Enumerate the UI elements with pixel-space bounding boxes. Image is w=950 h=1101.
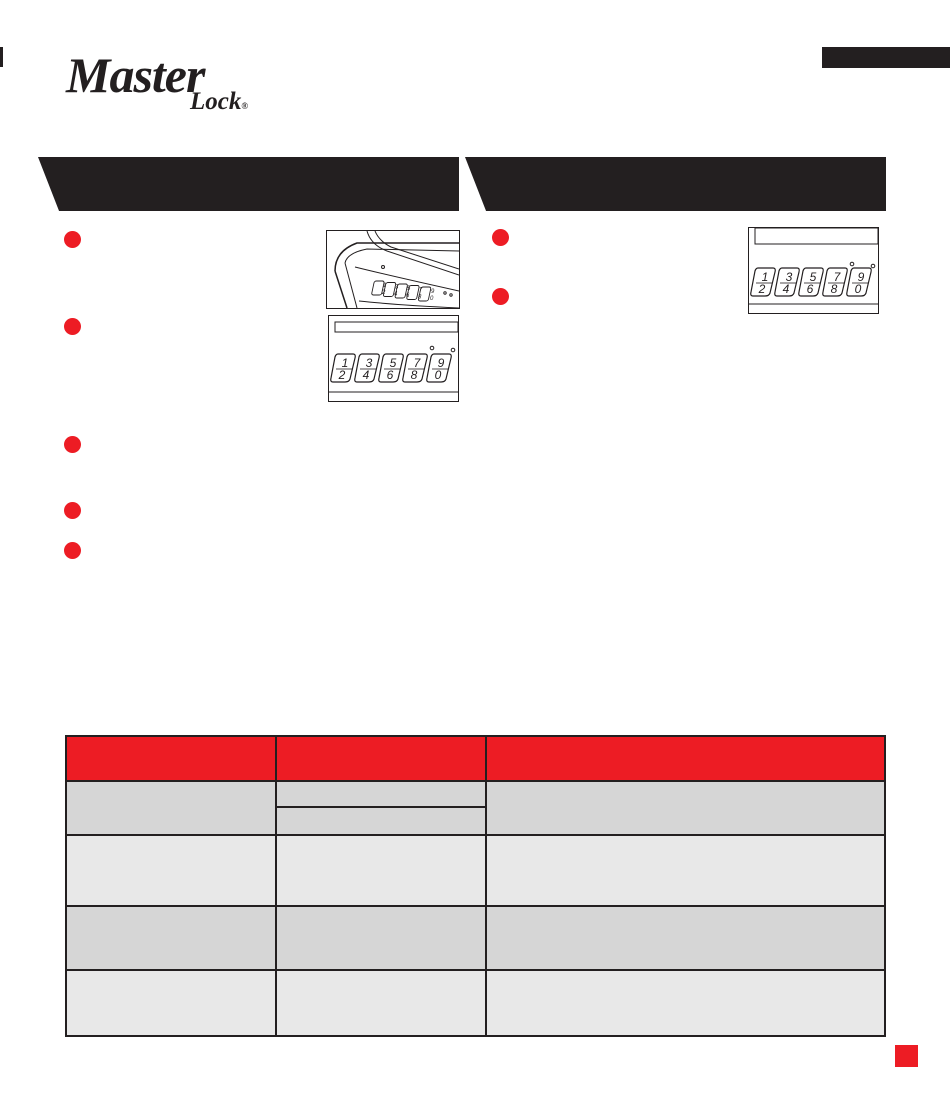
right-step-bullet-1 bbox=[492, 229, 509, 246]
key-digit-top: 3 bbox=[785, 270, 793, 284]
safe-keypad-illustration bbox=[326, 230, 460, 309]
key-digit-bottom: 2 bbox=[382, 290, 386, 296]
registered-mark: ® bbox=[241, 101, 249, 111]
left-section-header bbox=[38, 157, 459, 211]
key-digit-bottom: 6 bbox=[386, 368, 394, 382]
key-digit-top: 1 bbox=[761, 270, 769, 284]
crop-mark bbox=[0, 47, 3, 67]
keypad-key bbox=[331, 354, 356, 382]
keypad-key bbox=[379, 354, 404, 382]
perspective-keypad bbox=[371, 281, 435, 302]
key-digit-bottom: 8 bbox=[410, 368, 418, 382]
keypad-key bbox=[847, 268, 872, 296]
key-digit-bottom: 6 bbox=[806, 282, 814, 296]
key-digit-bottom: 2 bbox=[338, 368, 346, 382]
table-row bbox=[67, 971, 884, 1035]
right-step-bullet-2 bbox=[492, 288, 509, 305]
keypad-drawing bbox=[329, 316, 458, 401]
step-bullet-5 bbox=[64, 542, 81, 559]
brand-logo-master: Master bbox=[66, 47, 205, 103]
keypad-key bbox=[775, 268, 800, 296]
key-digit-top: 5 bbox=[407, 286, 411, 292]
keypad-drawing bbox=[749, 228, 878, 313]
key-digit-top: 5 bbox=[389, 356, 397, 370]
key-digit-bottom: 0 bbox=[430, 296, 434, 302]
keypad-illustration-right bbox=[748, 227, 879, 314]
key-digit-top: 9 bbox=[431, 289, 435, 295]
key-digit-top: 9 bbox=[437, 356, 445, 370]
step-bullet-1 bbox=[64, 231, 81, 248]
table-row bbox=[67, 836, 884, 906]
key-digit-top: 1 bbox=[341, 356, 349, 370]
key-digit-bottom: 6 bbox=[406, 293, 410, 299]
keypad-key bbox=[355, 354, 380, 382]
keypad-illustration-left bbox=[328, 315, 459, 402]
key-digit-bottom: 8 bbox=[830, 282, 838, 296]
key-digit-top: 5 bbox=[809, 270, 817, 284]
keypad-key bbox=[751, 268, 776, 296]
sub-row-divider bbox=[277, 806, 487, 808]
key-digit-bottom: 4 bbox=[394, 291, 398, 298]
key-digit-bottom: 2 bbox=[758, 282, 766, 296]
column-divider bbox=[485, 737, 487, 1035]
key-digit-bottom: 4 bbox=[782, 282, 790, 296]
logo-lock-text: Lock bbox=[190, 88, 242, 115]
keypad-key bbox=[427, 354, 452, 382]
key-digit-top: 3 bbox=[365, 356, 373, 370]
key-digit-top: 9 bbox=[857, 270, 865, 284]
key-digit-top: 7 bbox=[833, 270, 841, 284]
troubleshooting-table bbox=[65, 735, 886, 1037]
keypad-key bbox=[799, 268, 824, 296]
key-digit-bottom: 0 bbox=[854, 282, 862, 296]
table-header-row bbox=[67, 737, 884, 780]
table-row bbox=[67, 782, 884, 836]
key-digit-bottom: 4 bbox=[362, 368, 370, 382]
keypad-key bbox=[403, 354, 428, 382]
key-digit-bottom: 8 bbox=[418, 294, 422, 301]
page-marker bbox=[895, 1045, 918, 1067]
table-row bbox=[67, 907, 884, 970]
step-bullet-3 bbox=[64, 436, 81, 453]
key-digit-top: 7 bbox=[419, 287, 423, 294]
brand-logo-lock bbox=[190, 89, 248, 119]
key-digit-bottom: 0 bbox=[434, 368, 442, 382]
keypad-key bbox=[823, 268, 848, 296]
language-tab bbox=[822, 47, 950, 68]
key-digit-top: 1 bbox=[383, 283, 387, 289]
step-bullet-2 bbox=[64, 318, 81, 335]
right-section-header bbox=[465, 157, 886, 211]
key-digit-top: 7 bbox=[413, 356, 421, 370]
key-digit-top: 3 bbox=[395, 284, 399, 291]
column-divider bbox=[275, 737, 277, 1035]
step-bullet-4 bbox=[64, 502, 81, 519]
